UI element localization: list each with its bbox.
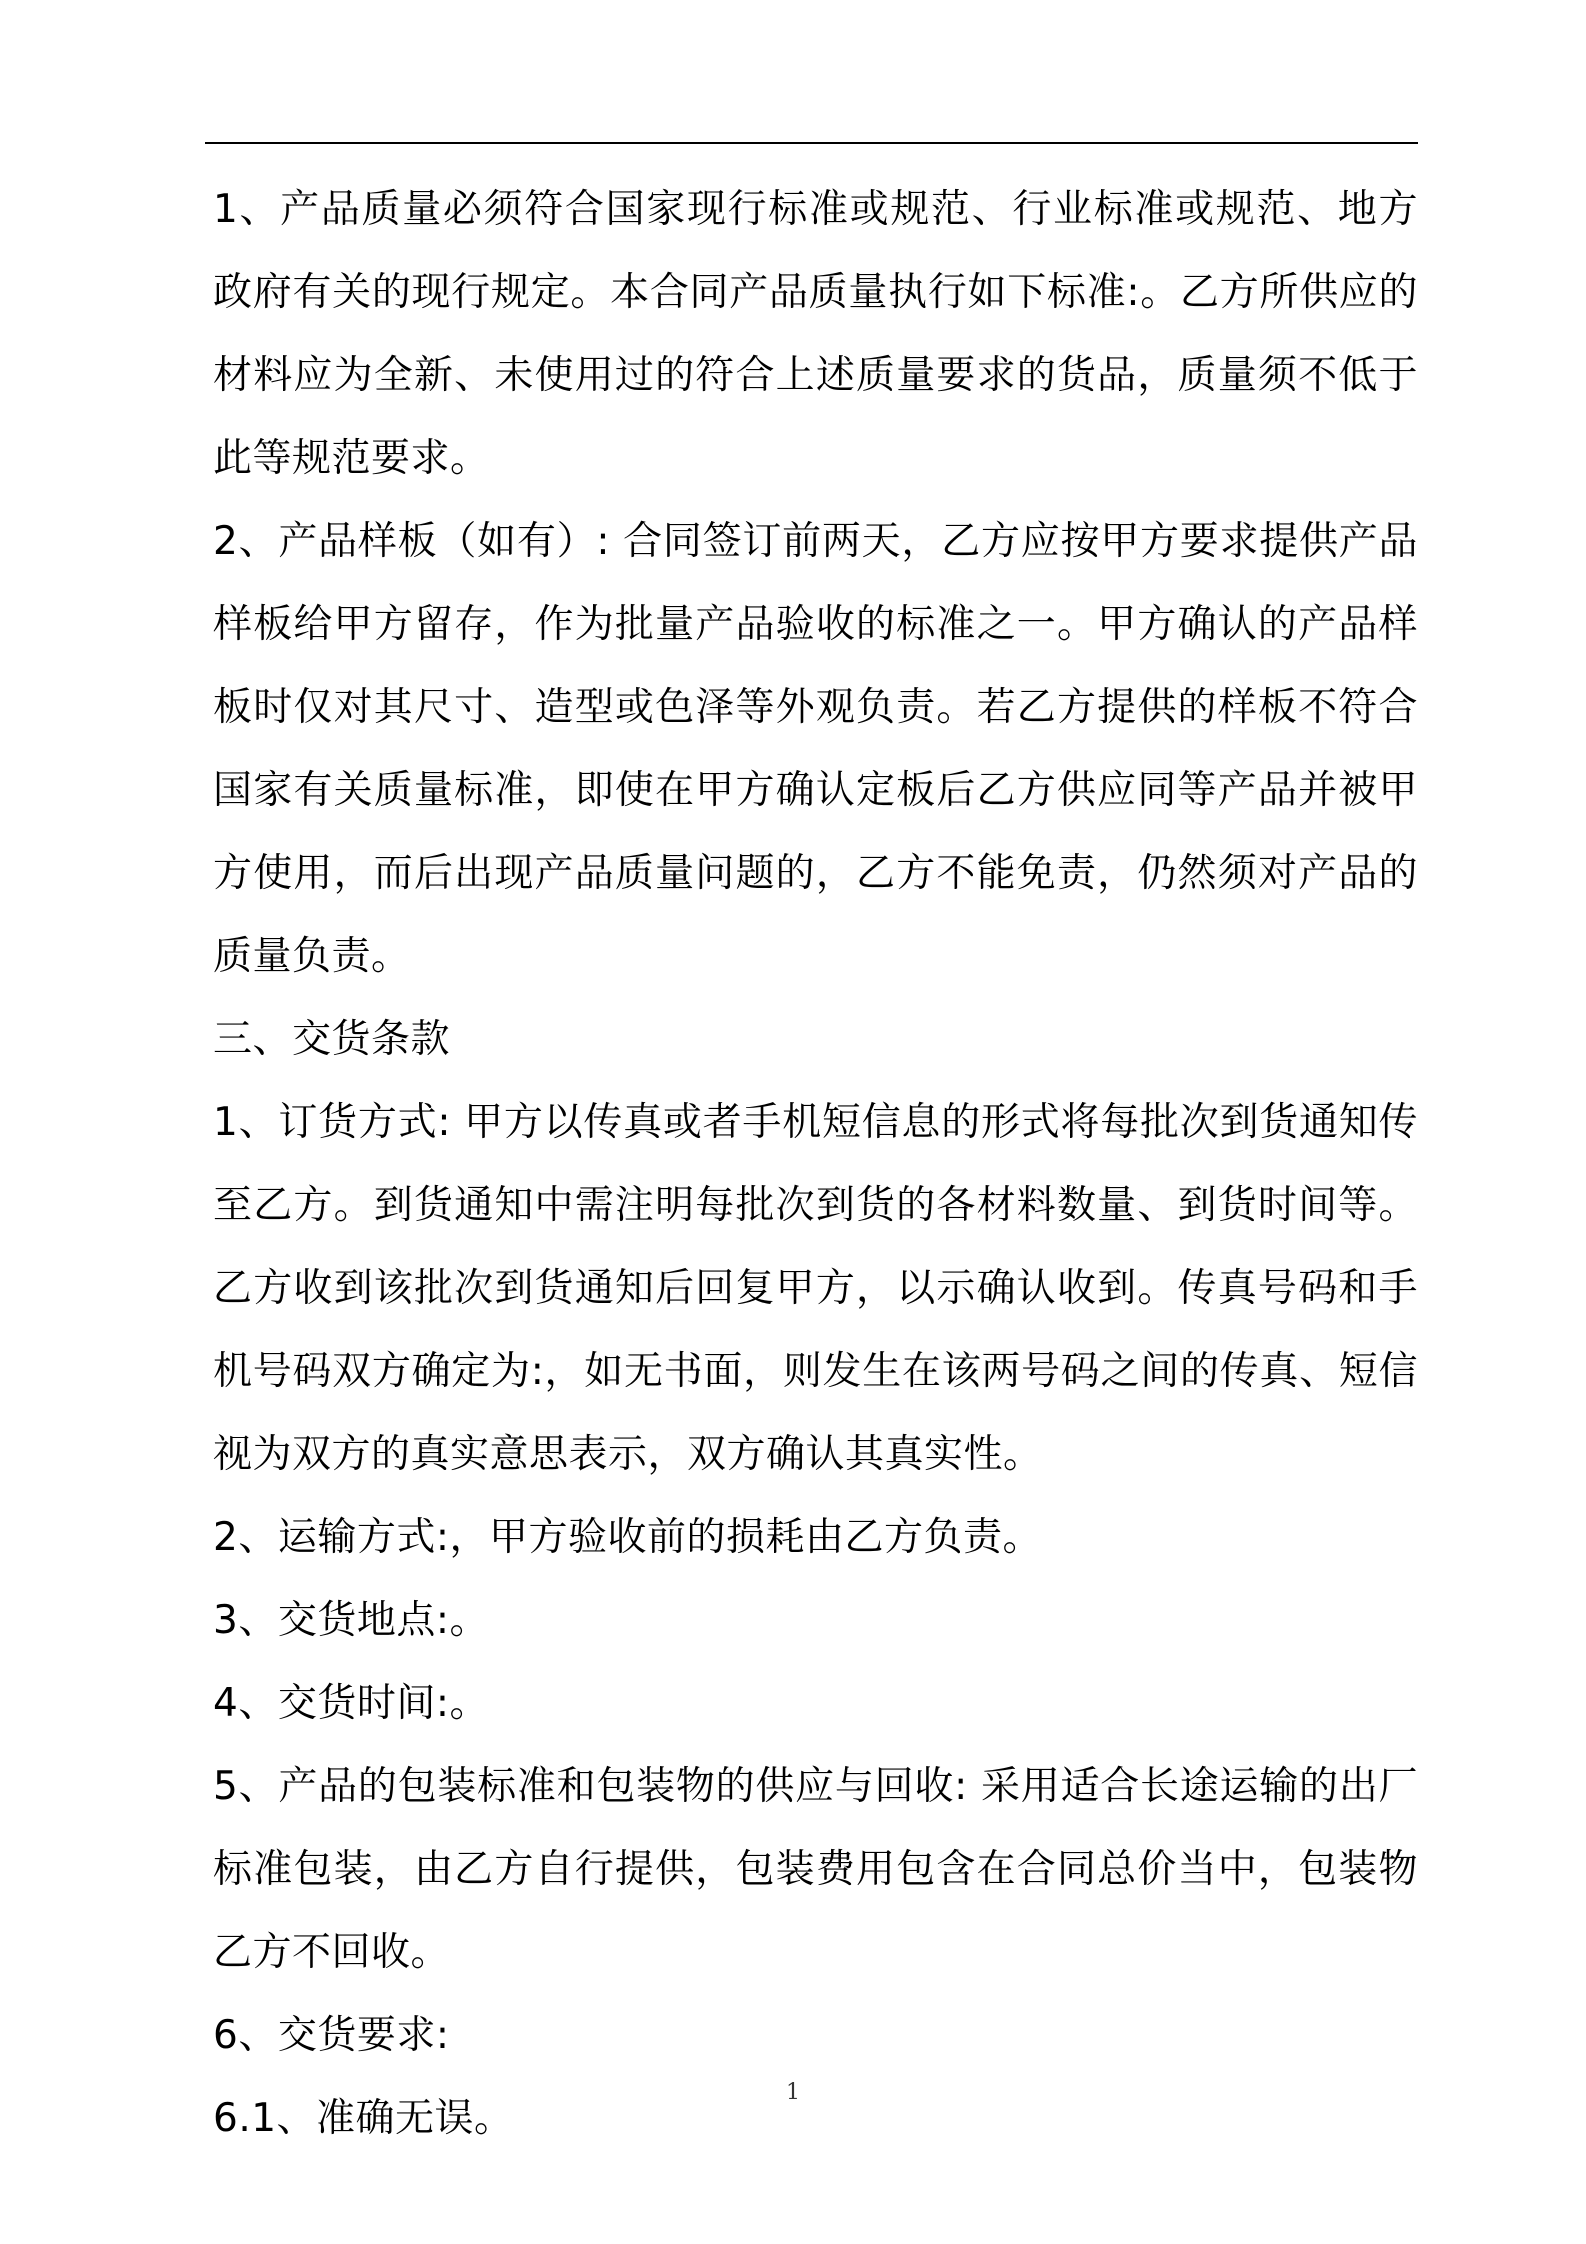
clause-product-sample: 2、产品样板（如有）: 合同签订前两天，乙方应按甲方要求提供产品样板给甲方留存，作为批量产品验收的标准之一。甲方确认的产品样板时仅对其尺寸、造型或色泽等外观负责。若乙方提供的样板不符合国家有关质量标准，即使在甲方确认定板后乙方供应同等产品并被甲方使用，而后出现产品质量问题的，乙方不能免责，仍然须对产品的质量负责。	[213, 519, 1418, 979]
clause-delivery-time: 4、交货时间:。	[213, 1681, 489, 1726]
clause-transport-method: 2、运输方式:，甲方验收前的损耗由乙方负责。	[213, 1515, 1042, 1560]
header-rule	[205, 142, 1418, 144]
clause-accuracy: 6.1、准确无误。	[213, 2096, 514, 2141]
clause-order-method: 1、订货方式: 甲方以传真或者手机短信息的形式将每批次到货通知传至乙方。到货通知中需注明每批次到货的各材料数量、到货时间等。乙方收到该批次到货通知后回复甲方，以示确认收到。传真号码和手机号码双方确定为:，如无书面，则发生在该两号码之间的传真、短信视为双方的真实意思表示，双方确认其真实性。	[213, 1100, 1418, 1477]
clause-delivery-requirements: 6、交货要求:	[213, 2013, 450, 2058]
clause-packaging: 5、产品的包装标准和包装物的供应与回收: 采用适合长途运输的出厂标准包装，由乙方自行提供，包装费用包含在合同总价当中，包装物乙方不回收。	[213, 1764, 1418, 1975]
clause-delivery-location: 3、交货地点:。	[213, 1598, 489, 1643]
document-body	[213, 168, 1418, 2160]
page-number: 1	[786, 2080, 800, 2105]
clause-quality-standard: 1、产品质量必须符合国家现行标准或规范、行业标准或规范、地方政府有关的现行规定。本合同产品质量执行如下标准:。乙方所供应的材料应为全新、未使用过的符合上述质量要求的货品，质量须不低于此等规范要求。	[213, 187, 1418, 481]
section-heading-delivery: 三、交货条款	[213, 1017, 451, 1062]
